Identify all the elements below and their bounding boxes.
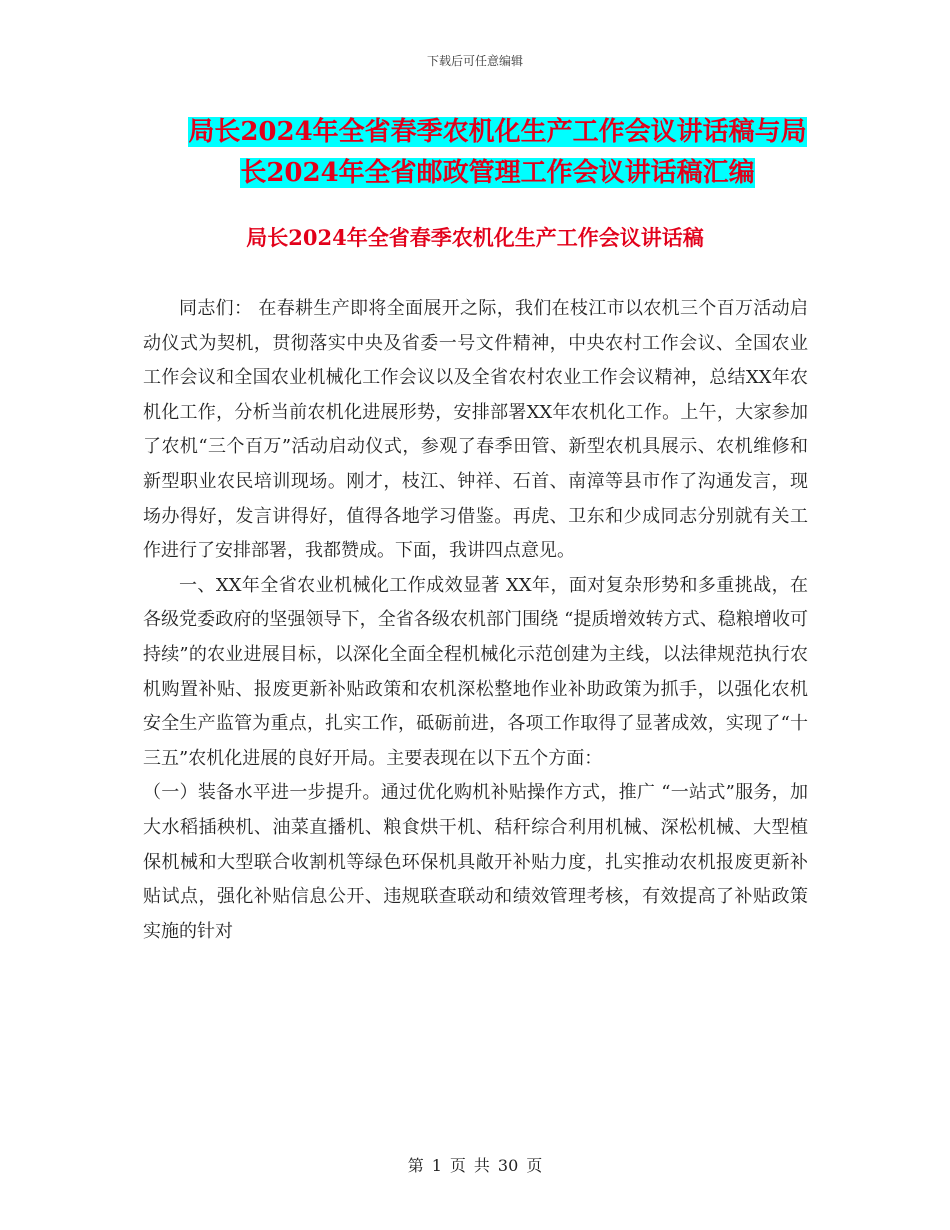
document-body: [143, 292, 808, 949]
footer-page-suffix: 页: [526, 1156, 543, 1175]
footer-page-prefix: 第: [407, 1156, 424, 1175]
document-title-line1: 局长2024年全省春季农机化生产工作会议讲话稿与局: [188, 117, 807, 147]
footer-page-mid: 页: [449, 1156, 466, 1175]
page-header: 下载后可任意编辑: [426, 54, 523, 68]
paragraph-section-one: 一、XX年全省农业机械化工作成效显著 XX年，面对复杂形势和多重挑战，在各级党委政府的坚强领导下，全省各级农机部门围绕 “提质增效转方式、稳粮增收可持续”的农业进展目标，以深化全面全程机械化示范创建为主线，以法律规范执行农机购置补贴、报废更新补贴政策和农机深松整地作业补助政策为抓手，以强化农机安全生产监管为重点，扎实工作，砥砺前进，各项工作取得了显著成效，实现了“十三五”农机化进展的良好开局。主要表现在以下五个方面：: [143, 574, 808, 769]
footer-total-pages: 30: [497, 1156, 519, 1175]
page-footer: [0, 1153, 950, 1176]
footer-page-number: 1: [431, 1156, 442, 1175]
document-title-line2: 长2024年全省邮政管理工作会议讲话稿汇编: [240, 158, 755, 188]
section-title: 局长2024年全省春季农机化生产工作会议讲话稿: [246, 225, 704, 250]
document-title: [145, 112, 850, 194]
paragraph-subsection-one: （一）装备水平进一步提升。通过优化购机补贴操作方式，推广 “一站式”服务，加大水稻插秧机、油菜直播机、粮食烘干机、秸秆综合利用机械、深松机械、大型植保机械和大型联合收割机等绿色环保机具敞开补贴力度，扎实推动农机报废更新补贴试点，强化补贴信息公开、违规联查联动和绩效管理考核，有效提高了补贴政策实施的针对: [143, 782, 808, 942]
paragraph-intro: 同志们： 在春耕生产即将全面展开之际，我们在枝江市以农机三个百万活动启动仪式为契机，贯彻落实中央及省委一号文件精神，中央农村工作会议、全国农业工作会议和全国农业机械化工作会议以及全省农村农业工作会议精神，总结XX年农机化工作，分析当前农机化进展形势，安排部署XX年农机化工作。上午，大家参加了农机“三个百万”活动启动仪式，参观了春季田管、新型农机具展示、农机维修和新型职业农民培训现场。刚才，枝江、钟祥、石首、南漳等县市作了沟通发言，现场办得好，发言讲得好，值得各地学习借鉴。再虎、卫东和少成同志分别就有关工作进行了安排部署，我都赞成。下面，我讲四点意见。: [143, 298, 808, 562]
footer-total-prefix: 共: [473, 1156, 490, 1175]
